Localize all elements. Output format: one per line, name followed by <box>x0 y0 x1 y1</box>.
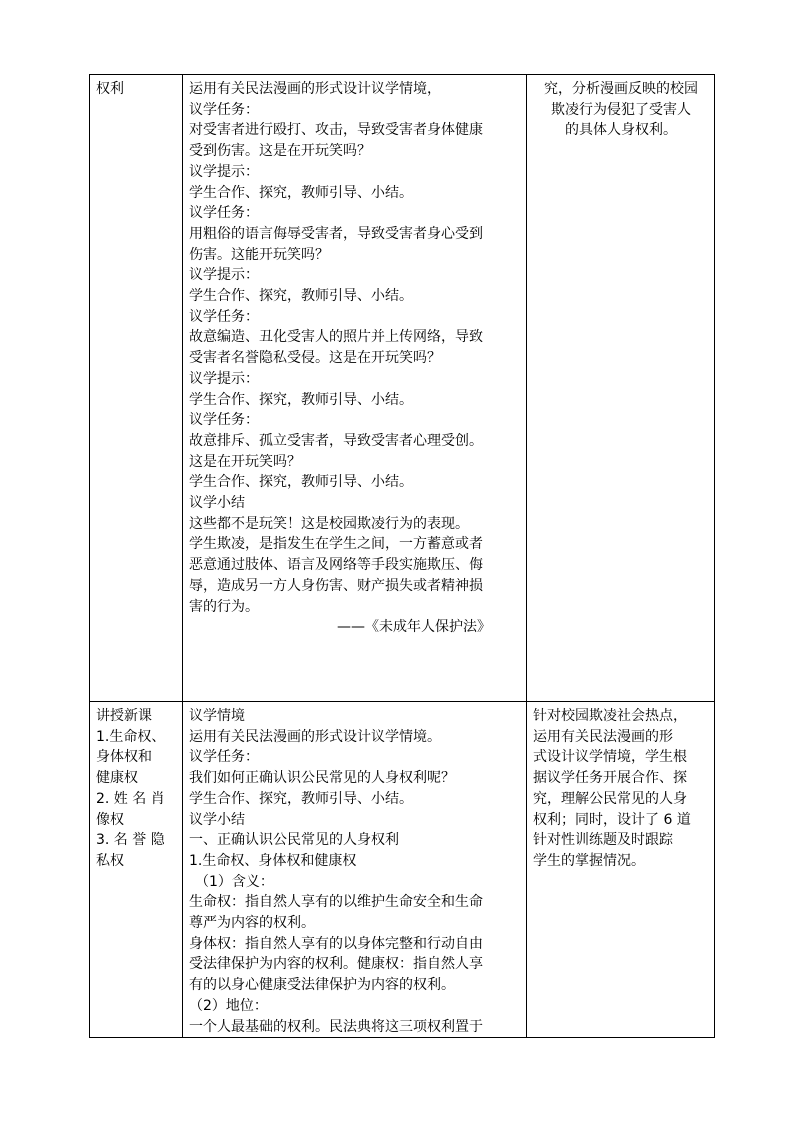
table-row <box>90 75 715 702</box>
activity-line: 运用有关民法漫画的形式设计议学情境。 <box>189 728 441 745</box>
design-line: 据议学任务开展合作、探 <box>533 770 687 787</box>
activity-line: 对受害者进行殴打、攻击，导致受害者身体健康 <box>189 122 483 139</box>
topic-line: 身体权和 <box>96 749 152 766</box>
activity-cell <box>183 702 527 1038</box>
activity-line: 辱，造成另一方人身伤害、财产损失或者精神损 <box>189 577 483 594</box>
activity-line: 恶意通过肢体、语言及网络等手段实施欺压、侮 <box>189 557 483 574</box>
design-line: 针对性训练题及时跟踪 <box>533 832 673 849</box>
activity-line: 学生合作、探究，教师引导、小结。 <box>189 288 413 305</box>
activity-line: 有的以身心健康受法律保护为内容的权利。 <box>189 977 455 994</box>
activity-cell <box>183 75 527 702</box>
activity-line: 议学任务： <box>189 412 259 429</box>
topic-line: 健康权 <box>96 770 138 787</box>
topic-line: 像权 <box>96 811 124 828</box>
topic-line: 2. 姓 名 肖 <box>96 790 165 807</box>
activity-line: 议学任务： <box>189 101 259 118</box>
design-line: 究，理解公民常见的人身 <box>533 790 687 807</box>
activity-line: 一、正确认识公民常见的人身权利 <box>189 832 399 849</box>
activity-line: 运用有关民法漫画的形式设计议学情境， <box>189 81 441 97</box>
design-cell <box>527 75 715 702</box>
design-line: 式设计议学情境，学生根 <box>533 749 687 766</box>
design-line: 针对校园欺凌社会热点， <box>533 708 687 724</box>
topic-cell <box>90 75 183 702</box>
activity-line: 受害者名誉隐私受侵。这是在开玩笑吗？ <box>189 350 441 367</box>
activity-line: 学生合作、探究，教师引导、小结。 <box>189 790 413 807</box>
activity-line: 学生合作、探究，教师引导、小结。 <box>189 391 413 408</box>
topic-text: 权利 <box>96 81 124 97</box>
topic-line: 私权 <box>96 852 124 869</box>
activity-line: 议学任务： <box>189 308 259 325</box>
activity-line: 尊严为内容的权利。 <box>189 915 315 932</box>
activity-line: 故意排斥、孤立受害者，导致受害者心理受创。 <box>189 432 483 449</box>
activity-line: 1.生命权、身体权和健康权 <box>189 852 357 869</box>
activity-line: 议学小结 <box>189 811 245 828</box>
design-line: 权利；同时，设计了 6 道 <box>533 811 691 828</box>
activity-line: 受到伤害。这是在开玩笑吗？ <box>189 143 371 160</box>
activity-line: 用粗俗的语言侮辱受害者，导致受害者身心受到 <box>189 225 483 242</box>
table-row <box>90 702 715 1038</box>
activity-line: 学生合作、探究，教师引导、小结。 <box>189 184 413 201</box>
citation: ——《未成年人保护法》 <box>337 619 491 636</box>
lesson-plan-table <box>89 74 715 1038</box>
activity-line: 伤害。这能开玩笑吗？ <box>189 246 329 263</box>
activity-line: 议学提示： <box>189 370 259 387</box>
activity-line: 这是在开玩笑吗？ <box>189 453 301 470</box>
activity-line: 身体权：指自然人享有的以身体完整和行动自由 <box>189 935 483 952</box>
activity-line: 害的行为。 <box>189 598 259 615</box>
topic-line: 1.生命权、 <box>96 728 166 745</box>
activity-line: 学生合作、探究，教师引导、小结。 <box>189 474 413 491</box>
activity-line: 一个人最基础的权利。民法典将这三项权利置于 <box>189 1018 483 1035</box>
topic-cell <box>90 702 183 1038</box>
design-line: 欺凌行为侵犯了受害人 <box>551 101 691 118</box>
design-line: 学生的掌握情况。 <box>533 852 645 869</box>
activity-line: 受法律保护为内容的权利。健康权：指自然人享 <box>189 956 483 973</box>
activity-line: 议学情境 <box>189 708 245 724</box>
activity-line: 议学提示： <box>189 163 259 180</box>
activity-line: 生命权：指自然人享有的以维护生命安全和生命 <box>189 894 483 911</box>
activity-line: 议学提示： <box>189 267 259 284</box>
design-cell <box>527 702 715 1038</box>
activity-line: 议学小结 <box>189 495 245 512</box>
topic-line: 讲授新课 <box>96 708 152 724</box>
topic-line: 3. 名 誉 隐 <box>96 832 165 849</box>
activity-line: 议学任务： <box>189 749 259 766</box>
design-line: 究，分析漫画反映的校园 <box>544 81 698 97</box>
activity-line: 议学任务： <box>189 205 259 222</box>
activity-line: 故意编造、丑化受害人的照片并上传网络，导致 <box>189 329 483 346</box>
activity-line: 学生欺凌，是指发生在学生之间，一方蓄意或者 <box>189 536 483 553</box>
design-line: 运用有关民法漫画的形 <box>533 728 673 745</box>
activity-line: （2）地位： <box>189 997 268 1014</box>
activity-line: 我们如何正确认识公民常见的人身权利呢？ <box>189 770 455 787</box>
activity-line: （1）含义： <box>195 873 274 890</box>
activity-line: 这些都不是玩笑！这是校园欺凌行为的表现。 <box>189 515 469 532</box>
design-line: 的具体人身权利。 <box>565 122 677 139</box>
